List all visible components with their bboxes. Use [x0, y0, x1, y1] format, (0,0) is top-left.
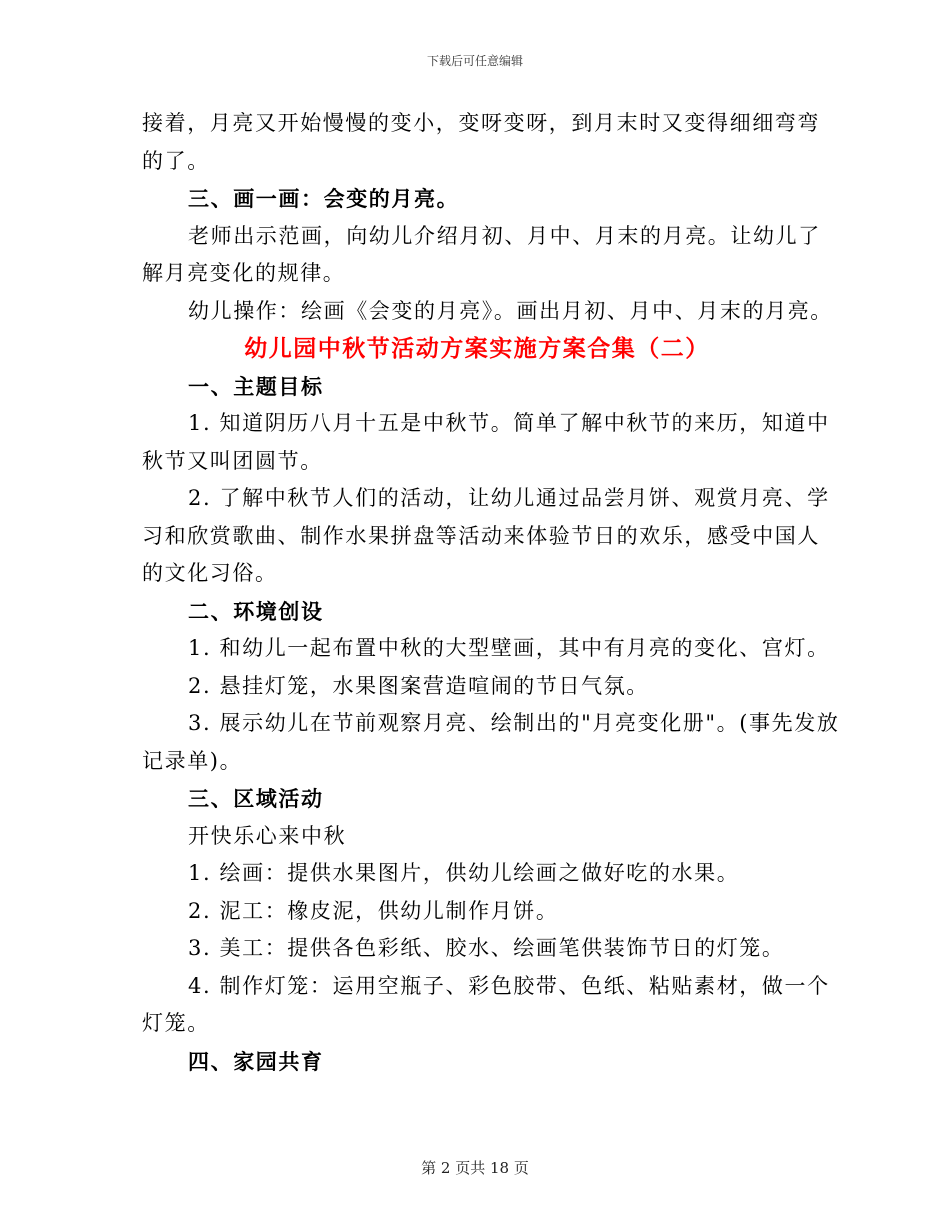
paragraph-line: 老师出示范画，向幼儿介绍月初、月中、月末的月亮。让幼儿了 [188, 223, 821, 248]
list-item: 1. 和幼儿一起布置中秋的大型壁画，其中有月亮的变化、宫灯。 [188, 636, 830, 660]
paragraph-line: 开快乐心来中秋 [188, 823, 347, 848]
list-item: 4. 制作灯笼：运用空瓶子、彩色胶带、色纸、粘贴素材，做一个 [188, 973, 830, 998]
list-item-continuation: 记录单)。 [142, 748, 243, 773]
section-heading: 三、画一画：会变的月亮。 [188, 186, 460, 211]
list-item-continuation: 的文化习俗。 [142, 561, 278, 585]
paragraph-line: 解月亮变化的规律。 [142, 261, 346, 285]
list-item-continuation: 秋节又叫团圆节。 [142, 448, 323, 473]
list-item: 1. 知道阴历八月十五是中秋节。简单了解中秋节的来历，知道中 [188, 411, 830, 435]
document-body [142, 105, 840, 1080]
list-item: 1. 绘画：提供水果图片，供幼儿绘画之做好吃的水果。 [188, 861, 740, 885]
list-item: 3. 美工：提供各色彩纸、胶水、绘画笔供装饰节日的灯笼。 [188, 936, 785, 960]
page-header: 下载后可任意编辑 [426, 54, 523, 68]
section-heading: 一、主题目标 [188, 373, 324, 399]
paragraph-line: 的了。 [142, 148, 210, 173]
section-heading: 四、家园共育 [188, 1048, 324, 1074]
list-item-continuation: 灯笼。 [142, 1011, 210, 1035]
list-item: 2. 了解中秋节人们的活动，让幼儿通过品尝月饼、观赏月亮、学 [188, 486, 830, 510]
list-item: 2. 泥工：橡皮泥，供幼儿制作月饼。 [188, 898, 559, 923]
page-footer: 第 2 页共 18 页 [421, 1159, 529, 1177]
list-item: 2. 悬挂灯笼，水果图案营造喧闹的节日气氛。 [188, 673, 649, 698]
paragraph-line: 接着，月亮又开始慢慢的变小，变呀变呀，到月末时又变得细细弯弯 [142, 111, 820, 135]
document-title: 幼儿园中秋节活动方案实施方案合集（二） [244, 335, 710, 362]
section-heading: 三、区域活动 [188, 786, 324, 811]
list-item-continuation: 习和欣赏歌曲、制作水果拼盘等活动来体验节日的欢乐，感受中国人 [142, 523, 820, 548]
section-heading: 二、环境创设 [188, 598, 324, 624]
list-item: 3. 展示幼儿在节前观察月亮、绘制出的"月亮变化册"。(事先发放 [188, 711, 840, 735]
paragraph-line: 幼儿操作：绘画《会变的月亮》。画出月初、月中、月末的月亮。 [188, 298, 833, 323]
